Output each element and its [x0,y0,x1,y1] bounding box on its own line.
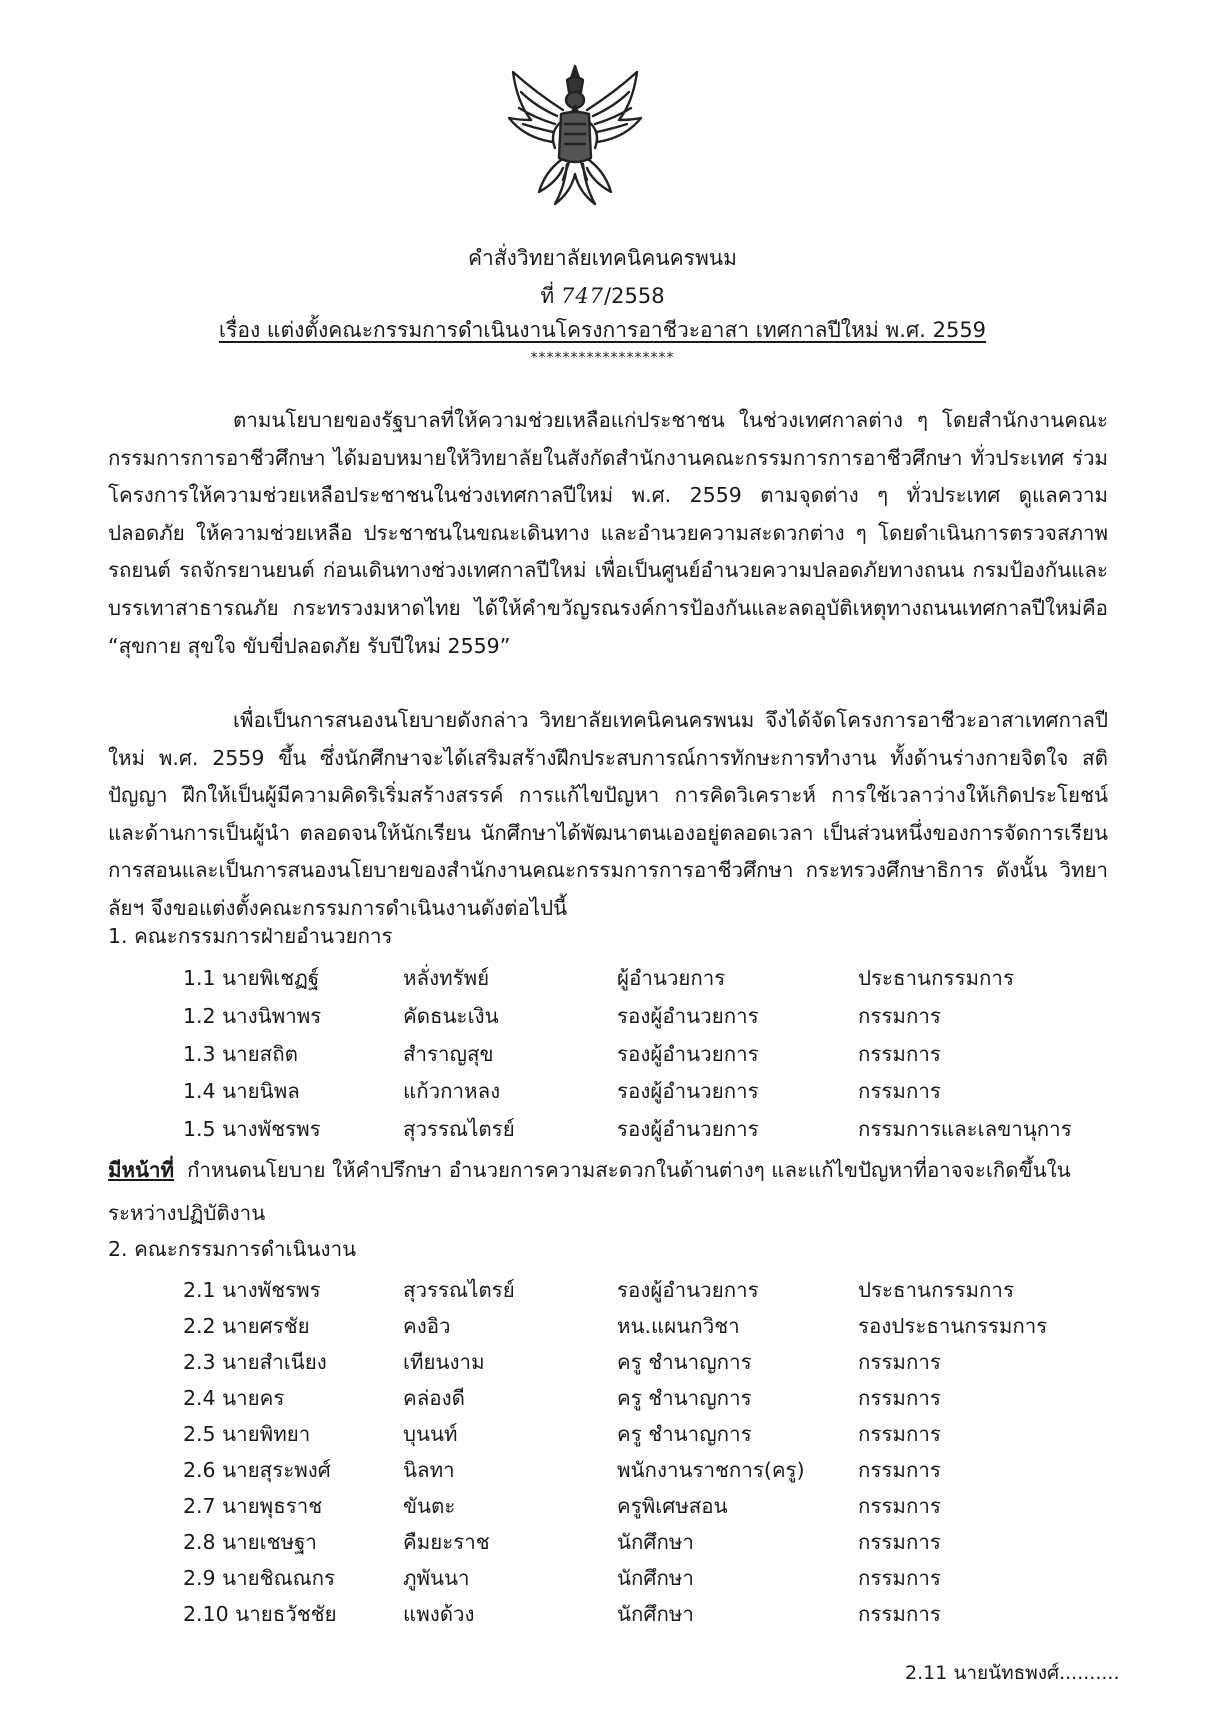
body-paragraph-1 [108,402,1108,665]
garuda-emblem-icon [505,62,645,212]
member-role: กรรมการ [858,1042,941,1066]
member-role: กรรมการ [858,1566,941,1590]
member-role: ประธานกรรมการ [858,1278,1014,1302]
member-surname: บุนนท์ [403,1422,458,1446]
member-role: กรรมการ [858,1530,941,1554]
member-surname: สำราญสุข [403,1042,494,1066]
member-position: นักศึกษา [617,1602,694,1626]
order-number-line [0,280,1205,313]
member-name: 1.5 นางพัชรพร [183,1117,321,1141]
member-surname: คืมยะราช [403,1530,490,1554]
member-surname: ภูพันนา [403,1566,470,1590]
member-row [0,1075,1205,1111]
member-position: ครู ชำนาญการ [617,1386,752,1410]
member-name: 1.1 นายพิเชฏฐ์ [183,966,320,990]
member-position: รองผู้อำนวยการ [617,1004,759,1028]
order-prefix: ที่ [540,284,555,308]
member-position: นักศึกษา [617,1530,694,1554]
member-position: รองผู้อำนวยการ [617,1278,759,1302]
page-continuation-note: 2.11 นายนัทธพงศ์.......... [905,1662,1120,1684]
body-paragraph-2 [108,702,1108,928]
member-row [0,1598,1205,1634]
member-role: กรรมการและเลขานุการ [858,1117,1072,1141]
member-role: กรรมการ [858,1004,941,1028]
member-surname: คงอิว [403,1314,451,1338]
member-position: ครู ชำนาญการ [617,1422,752,1446]
section-1-heading: 1. คณะกรรมการฝ่ายอำนวยการ [108,924,393,948]
order-subject: เรื่อง แต่งตั้งคณะกรรมการดำเนินงานโครงการอาชีวะอาสา เทศกาลปีใหม่ พ.ศ. 2559 [218,318,987,342]
member-row [0,1274,1205,1310]
duty-text: กำหนดนโยบาย ให้คำปรึกษา อำนวยการความสะดวกในด้านต่างๆ และแก้ไขปัญหาที่อาจจะเกิดขึ้นในระหว่างปฏิบัติงาน [108,1158,1071,1225]
order-issuer-title: คำสั่งวิทยาลัยเทคนิคนครพนม [467,246,737,270]
member-position: ครูพิเศษสอน [617,1494,728,1518]
member-name: 1.3 นายสถิต [183,1042,298,1066]
member-role: รองประธานกรรมการ [858,1314,1048,1338]
member-position: รองผู้อำนวยการ [617,1042,759,1066]
section-1-duty [108,1149,1098,1235]
member-name: 2.6 นายสุระพงศ์ [183,1458,331,1482]
order-number-handwritten: 747 [560,284,605,308]
member-row [0,1000,1205,1036]
member-position: รองผู้อำนวยการ [617,1079,759,1103]
member-name: 2.4 นายคร [183,1386,285,1410]
member-surname: แก้วกาหลง [403,1079,501,1103]
member-name: 2.2 นายศรชัย [183,1314,310,1338]
member-row [0,1382,1205,1418]
separator-stars: ****************** [530,350,675,366]
member-row [0,1418,1205,1454]
member-surname: คัดธนะเงิน [403,1004,499,1028]
member-role: กรรมการ [858,1494,941,1518]
member-role: กรรมการ [858,1422,941,1446]
member-row [0,1490,1205,1526]
member-role: กรรมการ [858,1458,941,1482]
member-row [0,962,1205,998]
order-year: /2558 [604,284,665,308]
duty-label: มีหน้าที่ [108,1158,175,1182]
member-position: หน.แผนกวิชา [617,1314,740,1338]
member-name: 2.10 นายธวัชชัย [183,1602,337,1626]
member-row [0,1310,1205,1346]
member-surname: นิลทา [403,1458,455,1482]
section-2-heading: 2. คณะกรรมการดำเนินงาน [108,1237,357,1261]
member-name: 2.3 นายสำเนียง [183,1350,327,1374]
paragraph-text: ตามนโยบายของรัฐบาลที่ให้ความช่วยเหลือแก่ประชาชน ในช่วงเทศกาลต่าง ๆ โดยสำนักงานคณะกรรมการการอาชีวศึกษา ได้มอบหมายให้วิทยาลัยในสังกัดสำนักงานคณะกรรมการการอาชีวศึกษา ทั่วประเทศ ร่วมโครงการให้ความช่วยเหลือประชาชนในช่วงเทศกาลปีใหม่ พ.ศ. 2559 ตามจุดต่าง ๆ ทั่วประเทศ ดูแลความปลอดภัย ให้ความช่วยเหลือ ประชาชนในขณะเดินทาง และอำนวยความสะดวกต่าง ๆ โดยดำเนินการตรวจสภาพรถยนต์ รถจักรยานยนต์ ก่อนเดินทางช่วงเทศกาลปีใหม่ เพื่อเป็นศูนย์อำนวยความปลอดภัยทางถนน กรมป้องกันและบรรเทาสาธารณภัย กระทรวงมหาดไทย ได้ให้คำขวัญรณรงค์การป้องกันและลดอุบัติเหตุทางถนนเทศกาลปีใหม่คือ “สุขกาย สุขใจ ขับขี่ปลอดภัย รับปีใหม่ 2559” [108,408,1108,658]
member-name: 2.7 นายพุธราช [183,1494,323,1518]
member-surname: เทียนงาม [403,1350,485,1374]
member-position: นักศึกษา [617,1566,694,1590]
member-surname: สุวรรณไตรย์ [403,1117,515,1141]
member-position: ครู ชำนาญการ [617,1350,752,1374]
member-row [0,1346,1205,1382]
member-name: 2.8 นายเชษฐา [183,1530,317,1554]
member-surname: สุวรรณไตรย์ [403,1278,515,1302]
member-role: กรรมการ [858,1602,941,1626]
member-role: ประธานกรรมการ [858,966,1014,990]
member-position: รองผู้อำนวยการ [617,1117,759,1141]
member-row [0,1526,1205,1562]
member-name: 2.9 นายชิณณกร [183,1566,336,1590]
member-name: 1.2 นางนิพาพร [183,1004,322,1028]
member-name: 2.5 นายพิทยา [183,1422,311,1446]
paragraph-text: เพื่อเป็นการสนองนโยบายดังกล่าว วิทยาลัยเทคนิคนครพนม จึงได้จัดโครงการอาชีวะอาสาเทศกาลปีใหม่ พ.ศ. 2559 ขึ้น ซึ่งนักศึกษาจะได้เสริมสร้างฝึกประสบการณ์การทักษะการทำงาน ทั้งด้านร่างกายจิตใจ สติปัญญา ฝึกให้เป็นผู้มีความคิดริเริ่มสร้างสรรค์ การแก้ไขปัญหา การคิดวิเคราะห์ การใช้เวลาว่างให้เกิดประโยชน์ และด้านการเป็นผู้นำ ตลอดจนให้นักเรียน นักศึกษาได้พัฒนาตนเองอยู่ตลอดเวลา เป็นส่วนหนึ่งของการจัดการเรียนการสอนและเป็นการสนองนโยบายของสำนักงานคณะกรรมการการอาชีวศึกษา กระทรวงศึกษาธิการ ดังนั้น วิทยาลัยฯ จึงขอแต่งตั้งคณะกรรมการดำเนินงานดังต่อไปนี้ [108,708,1108,920]
member-role: กรรมการ [858,1079,941,1103]
member-surname: หลั่งทรัพย์ [403,966,490,990]
member-surname: ขันตะ [403,1494,456,1518]
member-role: กรรมการ [858,1386,941,1410]
member-name: 2.1 นางพัชรพร [183,1278,321,1302]
member-row [0,1038,1205,1074]
member-surname: คล่องดี [403,1386,465,1410]
member-position: ผู้อำนวยการ [617,966,726,990]
member-position: พนักงานราชการ(ครู) [617,1458,805,1482]
member-row [0,1562,1205,1598]
member-surname: แพงด้วง [403,1602,475,1626]
member-row [0,1113,1205,1149]
member-role: กรรมการ [858,1350,941,1374]
member-name: 1.4 นายนิพล [183,1079,300,1103]
member-row [0,1454,1205,1490]
